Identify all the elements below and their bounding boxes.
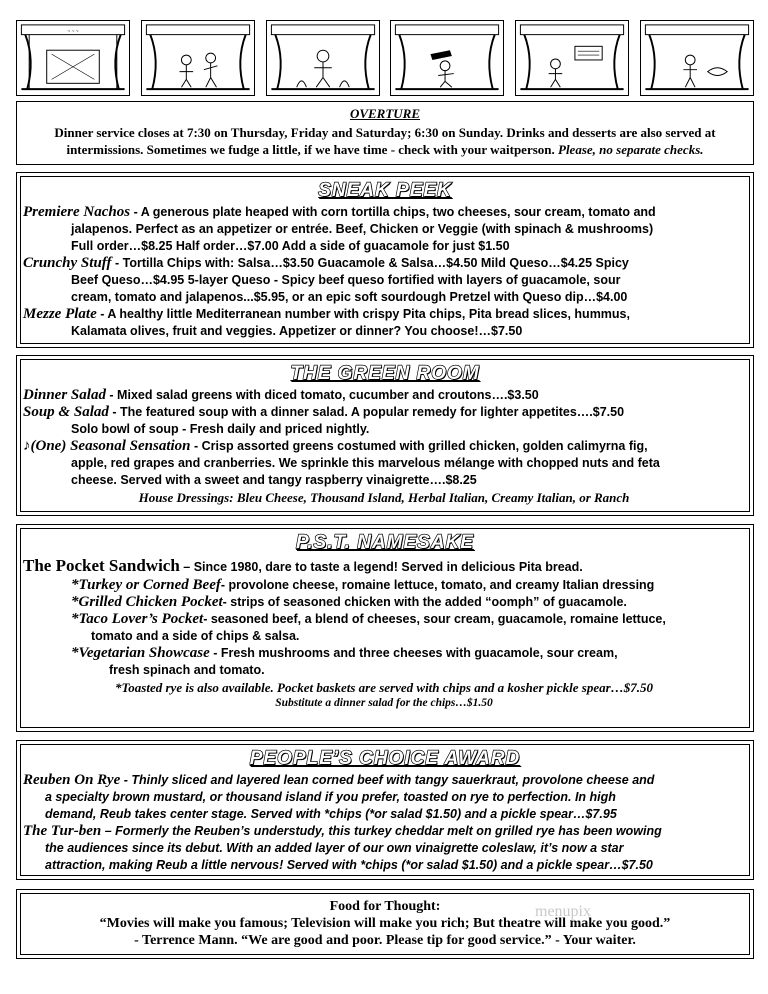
stage-illustration-6 bbox=[640, 20, 754, 96]
item-desc: - Crisp assorted greens costumed with grilled chicken, golden calimyrna fig, bbox=[194, 439, 648, 453]
peoples-choice-title: PEOPLE’S CHOICE AWARD bbox=[249, 748, 521, 769]
item-desc: - Mixed salad greens with diced tomato, cucumber and croutons….$3.50 bbox=[105, 388, 539, 402]
item-desc: cheese. Served with a sweet and tangy raspberry vinaigrette….$8.25 bbox=[71, 473, 477, 487]
item-desc: - The featured soup with a dinner salad. A popular remedy for lighter appetites….$7.50 bbox=[112, 405, 625, 419]
headline-name: The Pocket Sandwich bbox=[23, 556, 180, 575]
stage-illustration-1 bbox=[16, 20, 130, 96]
item-desc: - Fresh mushrooms and three cheeses with guacamole, sour cream, bbox=[209, 646, 618, 660]
green-room-title: THE GREEN ROOM bbox=[290, 363, 480, 384]
sneak-peek-section bbox=[16, 172, 754, 348]
substitute-note: Substitute a dinner salad for the chips…$1.50 bbox=[275, 697, 493, 709]
item-desc: attraction, making Reub a little nervous! Served with *chips (*or salad $1.50) and a pickle spear…$7.50 bbox=[45, 858, 653, 872]
item-name: Premiere Nachos bbox=[23, 204, 131, 220]
item-name: *Vegetarian Showcase bbox=[71, 645, 210, 661]
house-dressings: House Dressings: Bleu Cheese, Thousand Island, Herbal Italian, Creamy Italian, or Ranch bbox=[138, 490, 630, 505]
stage-curtain-icon bbox=[142, 21, 254, 95]
watermark: menupix bbox=[535, 903, 591, 920]
item-desc: Kalamata olives, fruit and veggies. Appetizer or dinner? You choose!…$7.50 bbox=[71, 324, 523, 338]
item-name: Crunchy Stuff bbox=[23, 255, 112, 271]
overture-note: Please, no separate checks. bbox=[558, 142, 704, 157]
item-name: Reuben On Rye bbox=[23, 772, 121, 788]
sneak-peek-title: SNEAK PEEK bbox=[318, 180, 452, 201]
item-desc: Solo bowl of soup - Fresh daily and priced nightly. bbox=[71, 422, 370, 436]
stage-curtain-icon bbox=[17, 21, 129, 95]
overture-title: OVERTURE bbox=[349, 106, 421, 121]
item-name: Soup & Salad bbox=[23, 404, 109, 420]
peoples-choice-items bbox=[21, 770, 749, 874]
item-name: The Tur-ben bbox=[23, 823, 102, 839]
item-desc: fresh spinach and tomato. bbox=[109, 663, 265, 677]
item-desc: - provolone cheese, romaine lettuce, tomato, and creamy Italian dressing bbox=[220, 578, 655, 592]
sneak-peek-items bbox=[21, 202, 749, 340]
footer-heading: Food for Thought: bbox=[329, 899, 441, 914]
stage-banner bbox=[16, 20, 754, 96]
item-name: *Grilled Chicken Pocket bbox=[71, 594, 223, 610]
peoples-choice-section bbox=[16, 740, 754, 880]
item-desc: tomato and a side of chips & salsa. bbox=[91, 629, 300, 643]
item-desc: - strips of seasoned chicken with the added “oomph” of guacamole. bbox=[222, 595, 627, 609]
item-desc: – Formerly the Reuben’s understudy, this turkey cheddar melt on grilled rye has been wowing bbox=[104, 824, 662, 838]
item-name: *Taco Lover’s Pocket bbox=[71, 611, 204, 627]
menu-item-crunchy-stuff bbox=[23, 255, 745, 306]
item-desc: jalapenos. Perfect as an appetizer or entrée. Beef, Chicken or Veggie (with spinach & mushrooms) bbox=[71, 222, 654, 236]
item-name: Dinner Salad bbox=[23, 387, 106, 403]
overture-text-wrap bbox=[17, 124, 753, 158]
menu-item-premiere-nachos bbox=[23, 204, 745, 255]
footer-closing: - Terrence Mann. “We are good and poor. Please tip for good service.” - Your waiter. bbox=[134, 933, 636, 948]
item-name: Mezze Plate bbox=[23, 306, 97, 322]
item-desc: - A generous plate heaped with corn tortilla chips, two cheeses, sour cream, tomato and bbox=[133, 205, 656, 219]
item-desc: - seasoned beef, a blend of cheeses, sour cream, guacamole, romaine lettuce, bbox=[203, 612, 666, 626]
namesake-section bbox=[16, 524, 754, 732]
overture-text: Dinner service closes at 7:30 on Thursday, Friday and Saturday; 6:30 on Sunday. Drinks and desserts are also served at intermissions. Sometimes we fudge a little, if we have time - check with your waitperson. bbox=[54, 125, 716, 157]
item-desc: the audiences since its debut. With an added layer of our own vinaigrette coleslaw, it’s now a star bbox=[45, 841, 624, 855]
item-desc: - A healthy little Mediterranean number with crispy Pita chips, Pita bread slices, hummus, bbox=[100, 307, 630, 321]
stage-curtain-icon bbox=[391, 21, 503, 95]
green-room-items bbox=[21, 385, 749, 506]
stage-curtain-icon bbox=[267, 21, 379, 95]
stage-curtain-icon bbox=[516, 21, 628, 95]
item-desc: Beef Queso…$4.95 5-layer Queso - Spicy beef queso fortified with layers of guacamole, sour bbox=[71, 273, 621, 287]
item-desc: cream, tomato and jalapenos...$5.95, or an epic soft sourdough Pretzel with Queso dip…$4.00 bbox=[71, 290, 628, 304]
item-name: ♪(One) Seasonal Sensation bbox=[23, 438, 191, 454]
green-room-section bbox=[16, 355, 754, 516]
item-desc: - Thinly sliced and layered lean corned beef with tangy sauerkraut, provolone cheese and bbox=[123, 773, 655, 787]
namesake-title: P.S.T. NAMESAKE bbox=[296, 532, 474, 553]
item-desc: - Tortilla Chips with: Salsa…$3.50 Guacamole & Salsa…$4.50 Mild Queso…$4.25 Spicy bbox=[115, 256, 629, 270]
item-name: *Turkey or Corned Beef bbox=[71, 577, 221, 593]
overture-section bbox=[16, 101, 754, 165]
stage-curtain-icon bbox=[641, 21, 753, 95]
stage-illustration-4 bbox=[390, 20, 504, 96]
stage-illustration-3 bbox=[266, 20, 380, 96]
namesake-items bbox=[21, 554, 749, 710]
stage-illustration-2 bbox=[141, 20, 255, 96]
item-desc: Full order…$8.25 Half order…$7.00 Add a side of guacamole for just $1.50 bbox=[71, 239, 510, 253]
item-desc: apple, red grapes and cranberries. We sprinkle this marvelous mélange with chopped nuts and feta bbox=[71, 456, 660, 470]
svg-text:~ ~ ~: ~ ~ ~ bbox=[67, 29, 79, 35]
item-desc: demand, Reub takes center stage. Served with *chips (*or salad $1.50) and a pickle spear…$7.95 bbox=[45, 807, 617, 821]
stage-illustration-5 bbox=[515, 20, 629, 96]
food-for-thought-section bbox=[16, 889, 754, 959]
menu-item-mezze-plate bbox=[23, 306, 745, 340]
headline-text: – Since 1980, dare to taste a legend! Served in delicious Pita bread. bbox=[183, 560, 583, 574]
footer-quote: “Movies will make you famous; Television will make you rich; But theatre will make you good.” bbox=[99, 916, 671, 931]
pocket-note: *Toasted rye is also available. Pocket baskets are served with chips and a kosher pickle spear…$7.50 bbox=[115, 680, 653, 695]
item-desc: a specialty brown mustard, or thousand island if you prefer, toasted on rye to perfection. In high bbox=[45, 790, 616, 804]
